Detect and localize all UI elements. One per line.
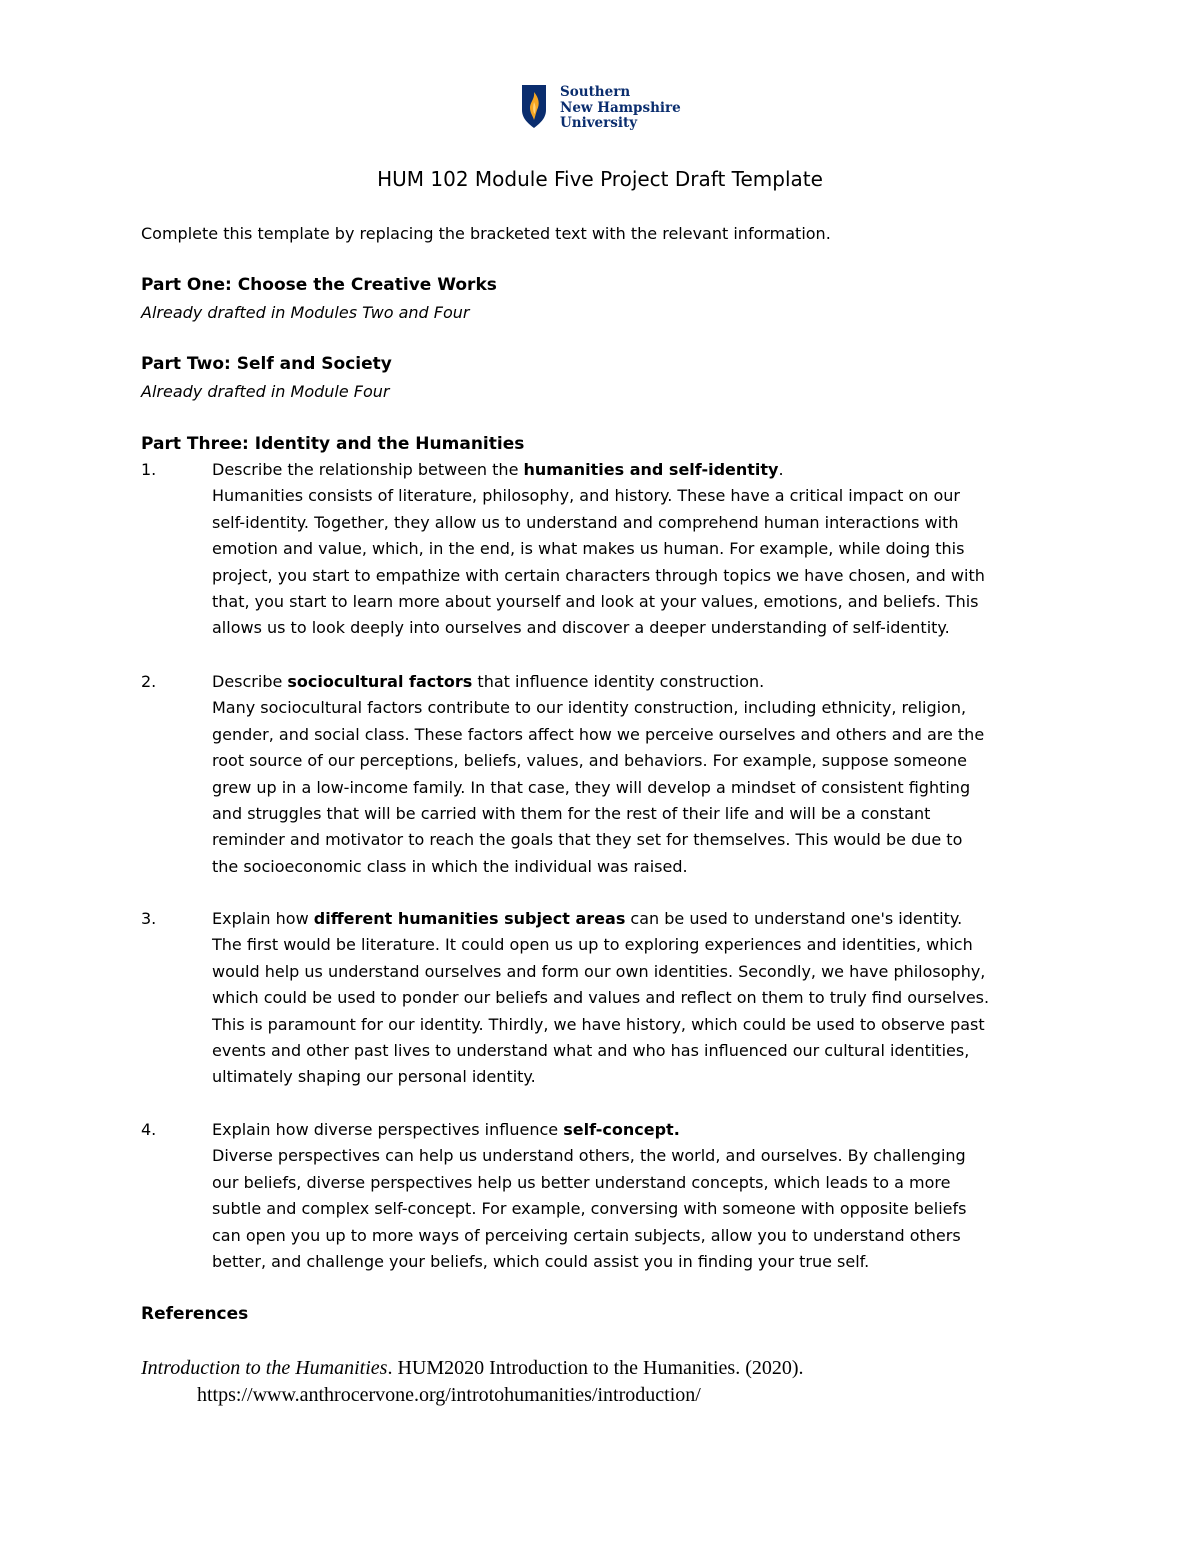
answer-line: emotion and value, which, in the end, is what makes us human. For example, while doing this — [212, 539, 965, 559]
item-number: 2. — [141, 672, 157, 691]
item-body — [212, 906, 1082, 1091]
item-body — [212, 457, 1082, 642]
part-three-heading: Part Three: Identity and the Humanities — [141, 434, 525, 454]
logo-line-1: Southern — [560, 84, 631, 100]
item-number: 3. — [141, 909, 157, 928]
answer-line: reminder and motivator to reach the goals that they set for themselves. This would be due to — [212, 830, 963, 850]
logo-wordmark — [560, 85, 681, 132]
answer-line: the socioeconomic class in which the individual was raised. — [212, 856, 688, 876]
logo-line-3: University — [560, 115, 638, 131]
reference-details: . HUM2020 Introduction to the Humanities. (2020). — [387, 1357, 804, 1379]
item-prompt: Describe sociocultural factors that influence identity construction. — [212, 672, 765, 691]
answer-line: Humanities consists of literature, philosophy, and history. These have a critical impact on our — [212, 486, 960, 506]
answer-line: can open you up to more ways of perceiving certain subjects, allow you to understand others — [212, 1225, 961, 1245]
answer-line: which could be used to ponder our beliefs and values and reflect on them to truly find ourselves. — [212, 988, 990, 1008]
item-body — [212, 1117, 1082, 1275]
shield-flame-icon — [521, 84, 547, 129]
answer-line: This is paramount for our identity. Thirdly, we have history, which could be used to observe past — [212, 1014, 985, 1034]
part-one-note: Already drafted in Modules Two and Four — [141, 303, 470, 322]
answer-line: would help us understand ourselves and form our own identities. Secondly, we have philosophy, — [212, 961, 986, 981]
answer-line: that, you start to learn more about yourself and look at your values, emotions, and beliefs. This — [212, 592, 979, 612]
answer-line: Diverse perspectives can help us understand others, the world, and ourselves. By challenging — [212, 1146, 966, 1166]
answer-line: grew up in a low-income family. In that case, they will develop a mindset of consistent fighting — [212, 777, 971, 797]
answer-line: better, and challenge your beliefs, which could assist you in finding your true self. — [212, 1252, 870, 1272]
item-body — [212, 669, 1082, 880]
answer-line: subtle and complex self-concept. For example, conversing with someone with opposite beliefs — [212, 1199, 967, 1219]
answer-line: Many sociocultural factors contribute to our identity construction, including ethnicity, religion, — [212, 698, 967, 718]
snhu-logo — [521, 84, 681, 132]
part-two-note: Already drafted in Module Four — [141, 382, 390, 401]
reference-title: Introduction to the Humanities — [141, 1357, 388, 1379]
answer-line: our beliefs, diverse perspectives help us better understand concepts, which leads to a more — [212, 1172, 951, 1192]
answer-line: self-identity. Together, they allow us to understand and comprehend human interactions with — [212, 512, 959, 532]
item-prompt: Describe the relationship between the humanities and self-identity. — [212, 460, 784, 479]
answer-line: root source of our perceptions, beliefs, values, and behaviors. For example, suppose someone — [212, 751, 967, 771]
part-one-heading: Part One: Choose the Creative Works — [141, 275, 497, 295]
item-number: 4. — [141, 1120, 157, 1139]
references-heading: References — [141, 1304, 249, 1324]
reference-url[interactable]: https://www.anthrocervone.org/introtohumanities/introduction/ — [197, 1384, 701, 1406]
item-prompt: Explain how diverse perspectives influence self-concept. — [212, 1120, 680, 1139]
answer-line: and struggles that will be carried with them for the rest of their life and will be a constant — [212, 804, 931, 824]
answer-line: The first would be literature. It could open us up to exploring experiences and identities, which — [212, 935, 973, 955]
logo-line-2: New Hampshire — [560, 99, 681, 116]
item-prompt: Explain how different humanities subject areas can be used to understand one's identity. — [212, 909, 963, 928]
item-number: 1. — [141, 460, 157, 479]
answer-line: events and other past lives to understand what and who has influenced our cultural identities, — [212, 1041, 970, 1061]
reference-entry — [141, 1355, 804, 1409]
answer-line: allows us to look deeply into ourselves and discover a deeper understanding of self-identity. — [212, 618, 950, 638]
intro-instructions: Complete this template by replacing the bracketed text with the relevant information. — [141, 224, 831, 243]
part-two-heading: Part Two: Self and Society — [141, 354, 392, 374]
answer-line: project, you start to empathize with certain characters through topics we have chosen, and with — [212, 565, 985, 585]
answer-line: gender, and social class. These factors affect how we perceive ourselves and others and are the — [212, 724, 985, 744]
answer-line: ultimately shaping our personal identity. — [212, 1067, 536, 1087]
document-title: HUM 102 Module Five Project Draft Template — [377, 167, 823, 191]
